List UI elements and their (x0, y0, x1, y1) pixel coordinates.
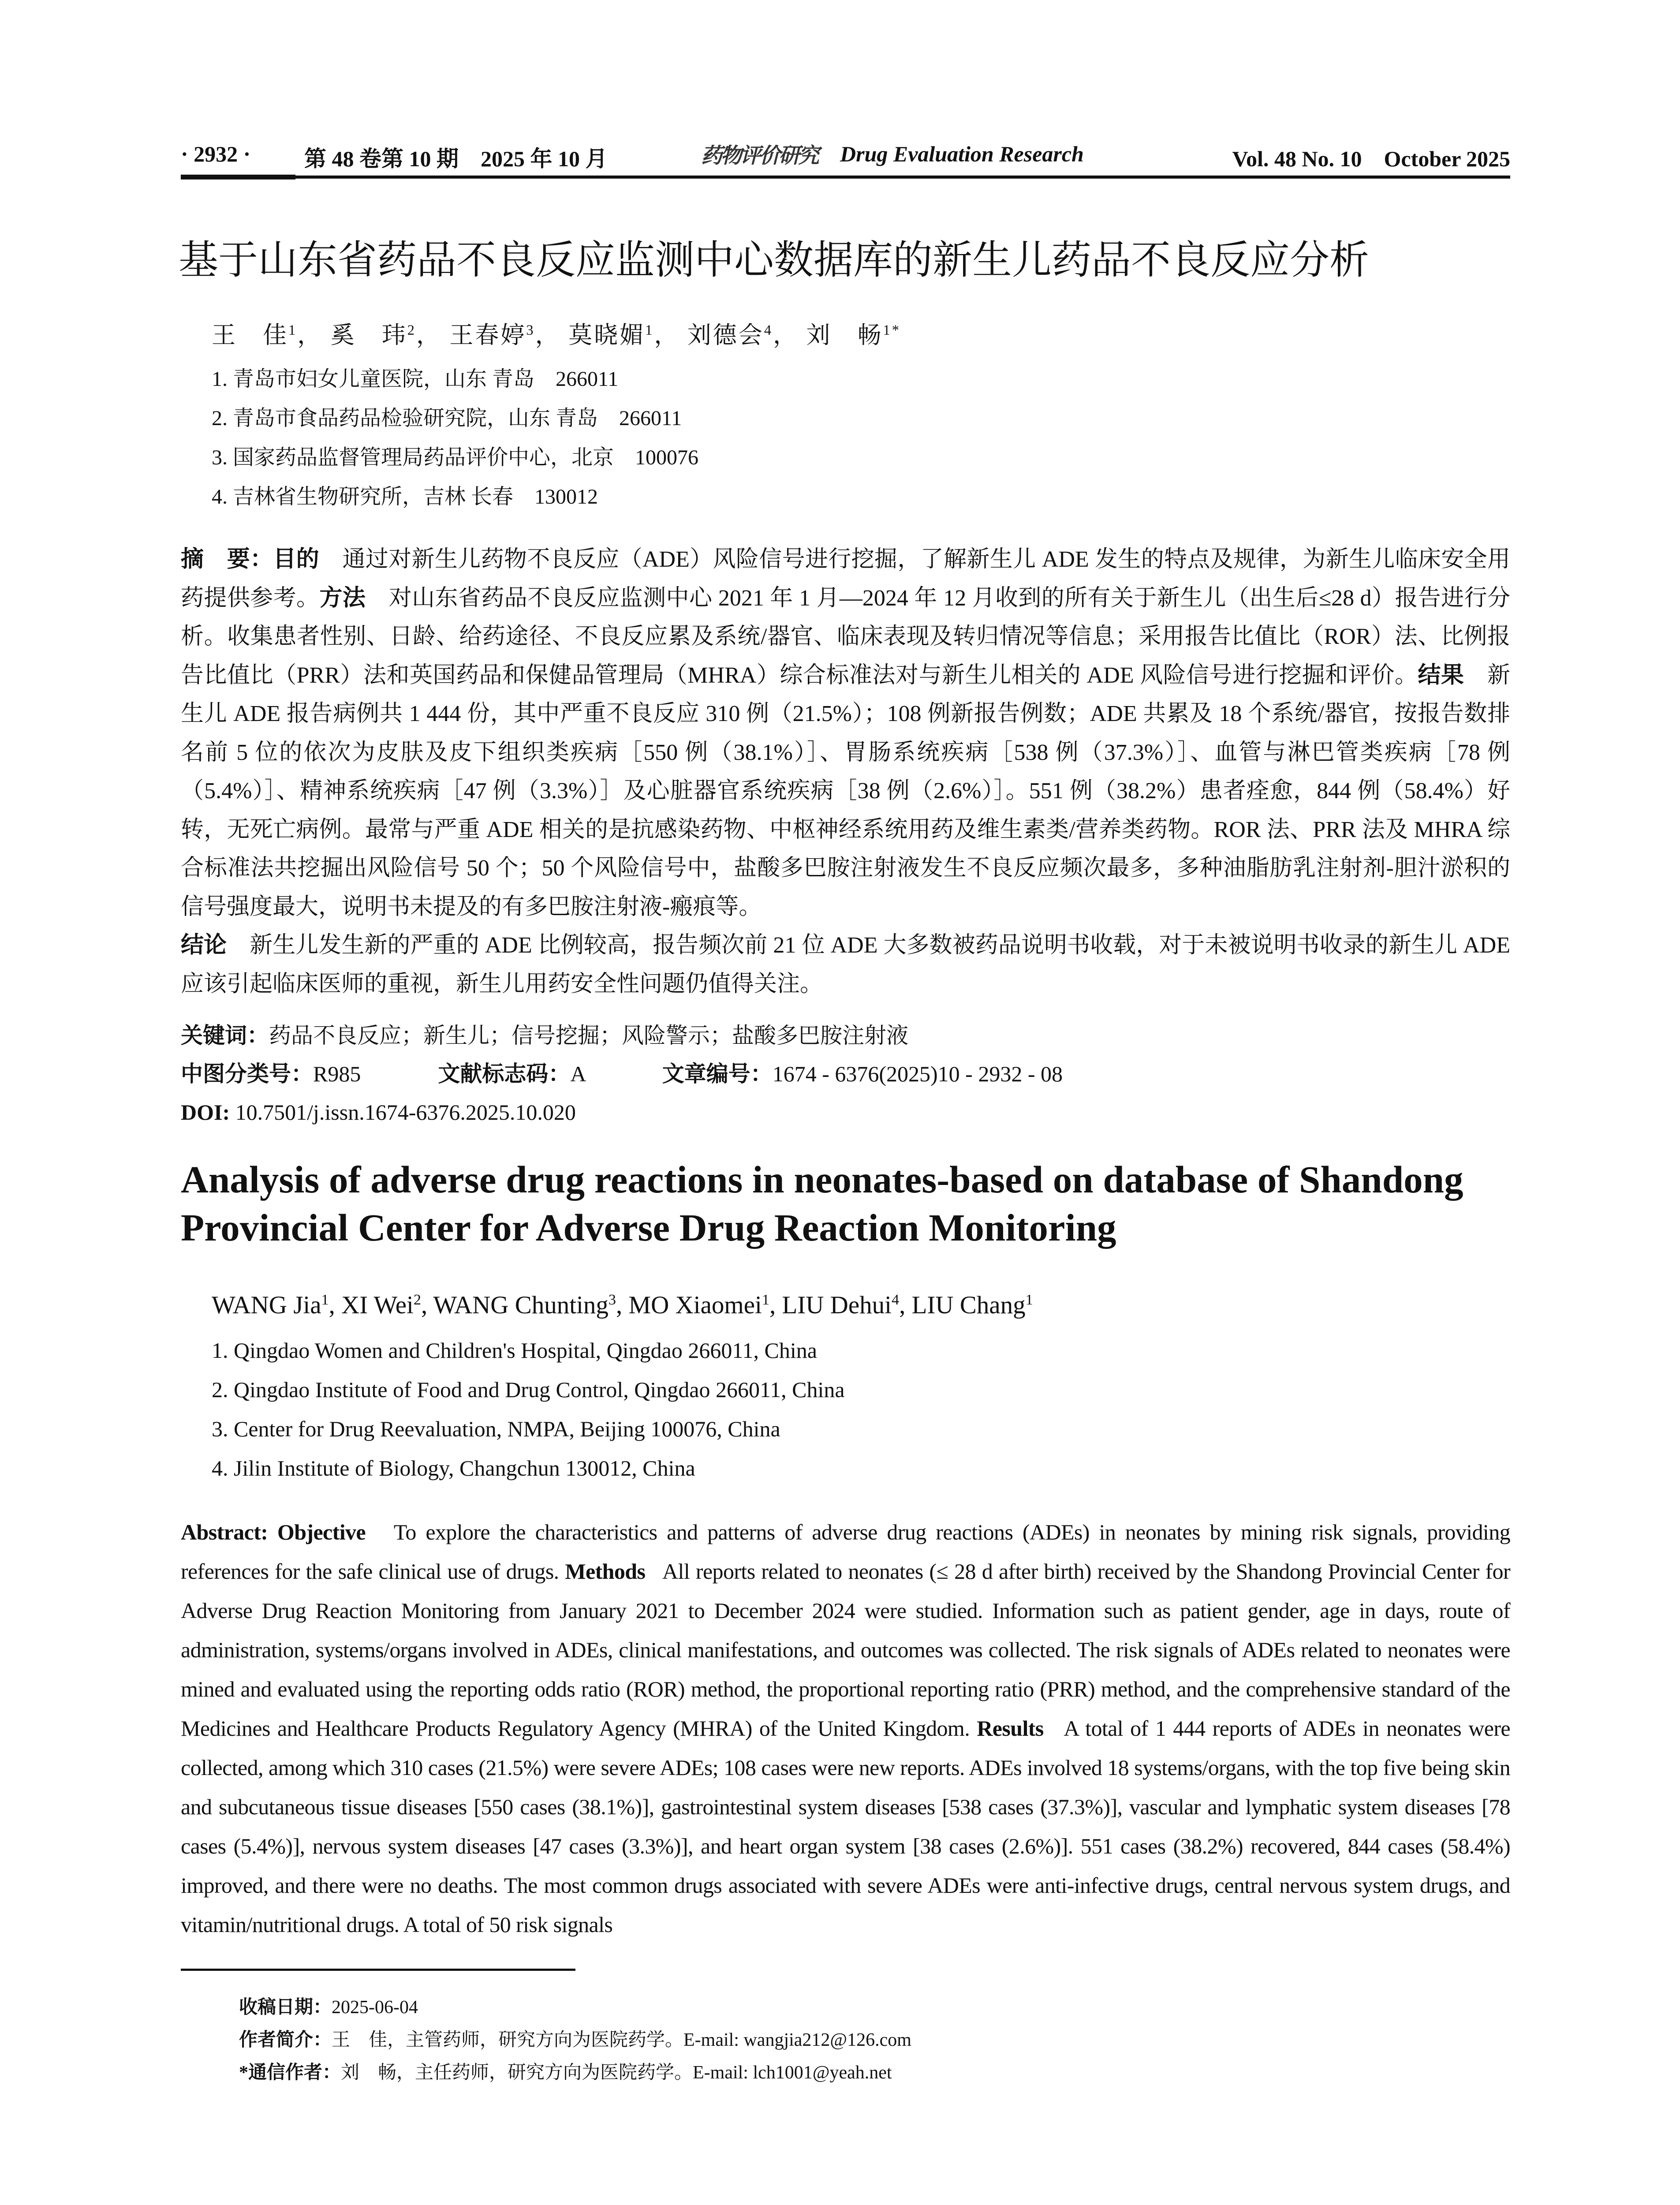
authors-en: WANG Jia$^1$, XI Wei$^2$, WANG Chunting$^3$, MO Xiaomei$^1$, LIU Dehui$^4$, LIU Chang$^1$ (212, 1291, 1033, 1319)
footnote-rule (181, 1969, 575, 1971)
affiliation-cn: 1. 青岛市妇女儿童医院，山东 青岛 266011 (212, 367, 619, 391)
header-rule-accent (181, 175, 295, 179)
affiliations-cn (212, 359, 1510, 516)
issue-en: Vol. 48 No. 10 October 2025 (1232, 146, 1510, 171)
abstract-en: Abstract: Objective To explore the characteristics and patterns of adverse drug reactions (ADEs) in neonates by mining risk signals, providing references for the safe clinical use of drugs. Methods All reports related to neonates (≤ 28 d after birth) received by the Shandong Provincial Center for Adverse Drug Reaction Monitoring from January 2021 to December 2024 were studied. Information such as patient gender, age in days, route of administration, systems/organs involved in ADEs, clinical manifestations, and outcomes was collected. The risk signals of ADEs related to neonates were mined and evaluated using the reporting odds ratio (ROR) method, the proportional reporting ratio (PRR) method, and the comprehensive standard of the Medicines and Healthcare Products Regulatory Agency (MHRA) of the United Kingdom. Results A total of 1 444 reports of ADEs in neonates were collected, among which 310 cases (21.5%) were severe ADEs; 108 cases were new reports. ADEs involved 18 systems/organs, with the top five being skin and subcutaneous tissue diseases [550 cases (38.1%)], gastrointestinal system diseases [538 cases (37.3%)], vascular and lymphatic system diseases [78 cases (5.4%)], nervous system diseases [47 cases (3.3%)], and heart organ system [38 cases (2.6%)]. 551 cases (38.2%) recovered, 844 cases (58.4%) improved, and there were no deaths. The most common drugs associated with severe ADEs were anti-infective drugs, central nervous system drugs, and vitamin/nutritional drugs. A total of 50 risk signals (181, 1520, 1511, 1937)
affiliation-cn: 3. 国家药品监督管理局药品评价中心，北京 100076 (212, 446, 699, 469)
keywords-cn: 关键词：药品不良反应；新生儿；信号挖掘；风险警示；盐酸多巴胺注射液 (181, 1023, 908, 1048)
affiliations-en (212, 1331, 1510, 1488)
journal-name-en: Drug Evaluation Research (840, 142, 1084, 166)
abstract-cn: 摘 要：目的 通过对新生儿药物不良反应（ADE）风险信号进行挖掘，了解新生儿 ADE 发生的特点及规律，为新生儿临床安全用药提供参考。方法 对山东省药品不良反应监测中心 2021 年 1 月—2024 年 12 月收到的所有关于新生儿（出生后≤28 d）报告进行分析。收集患者性别、日龄、给药途径、不良反应累及系统/器官、临床表现及转归情况等信息；采用报告比值比（ROR）法、比例报告比值比（PRR）法和英国药品和保健品管理局（MHRA）综合标准法对与新生儿相关的 ADE 风险信号进行挖掘和评价。结果 新生儿 ADE 报告病例共 1 444 份，其中严重不良反应 310 例（21.5%）；108 例新报告例数；ADE 共累及 18 个系统/器官，按报告数排名前 5 位的依次为皮肤及皮下组织类疾病［550 例（38.1%）］、胃肠系统疾病［538 例（37.3%）］、血管与淋巴管类疾病［78 例（5.4%）］、精神系统疾病［47 例（3.3%）］及心脏器官系统疾病［38 例（2.6%）］。551 例（38.2%）患者痊愈，844 例（58.4%）好转，无死亡病例。最常与严重 ADE 相关的是抗感染药物、中枢神经系统用药及维生素类/营养类药物。ROR 法、PRR 法及 MHRA 综合标准法共挖掘出风险信号 50 个；50 个风险信号中，盐酸多巴胺注射液发生不良反应频次最多，多种油脂肪乳注射剂-胆汁淤积的信号强度最大，说明书未提及的有多巴胺注射液-瘢痕等。 结论 新生儿发生新的严重的 ADE 比例较高，报告频次前 21 位 ADE 大多数被药品说明书收载，对于未被说明书收录的新生儿 ADE 应该引起临床医师的重视，新生儿用药安全性问题仍值得关注。 (181, 547, 1510, 997)
affiliation-cn: 2. 青岛市食品药品检验研究院，山东 青岛 266011 (212, 407, 682, 430)
footnotes (239, 1991, 1510, 2089)
title-cn: 基于山东省药品不良反应监测中心数据库的新生儿药品不良反应分析 (179, 237, 1369, 283)
author-bio: 作者简介：王 佳，主管药师，研究方向为医院药学。E-mail: wangjia212@126.com (239, 2030, 911, 2050)
received-date: 收稿日期：2025-06-04 (239, 1997, 418, 2018)
issue-cn: 第 48 卷第 10 期 2025 年 10 月 (304, 146, 608, 171)
affiliation-en: 2. Qingdao Institute of Food and Drug Control, Qingdao 266011, China (212, 1377, 845, 1402)
affiliation-en: 4. Jilin Institute of Biology, Changchun 130012, China (212, 1456, 695, 1480)
running-header (181, 132, 1510, 179)
affiliation-en: 3. Center for Drug Reevaluation, NMPA, Beijing 100076, China (212, 1416, 780, 1441)
affiliation-cn: 4. 吉林省生物研究所，吉林 长春 130012 (212, 485, 598, 508)
affiliation-en: 1. Qingdao Women and Children's Hospital, Qingdao 266011, China (212, 1338, 817, 1363)
doi: DOI: 10.7501/j.issn.1674-6376.2025.10.020 (181, 1100, 576, 1125)
corresponding-author: *通信作者：刘 畅，主任药师，研究方向为医院药学。E-mail: lch1001@yeah.net (239, 2063, 892, 2083)
authors-cn: 王 佳$^1$， 奚 玮$^2$， 王春婷$^3$， 莫晓媚$^1$， 刘德会$^4$， 刘 畅$^{1*}$ (212, 322, 901, 348)
classification: 中图分类号：R985 文献标志码：A 文章编号：1674 - 6376(2025)10 - 2932 - 08 (181, 1061, 1063, 1086)
page-number: · 2932 · (181, 142, 251, 166)
journal-logo: 药物评价研究 (701, 143, 818, 168)
article-meta (181, 1017, 1510, 1132)
title-en: Analysis of adverse drug reactions in neonates-based on database of Shandong Provincial Center for Adverse Drug Reaction Monitoring (181, 1158, 1463, 1249)
